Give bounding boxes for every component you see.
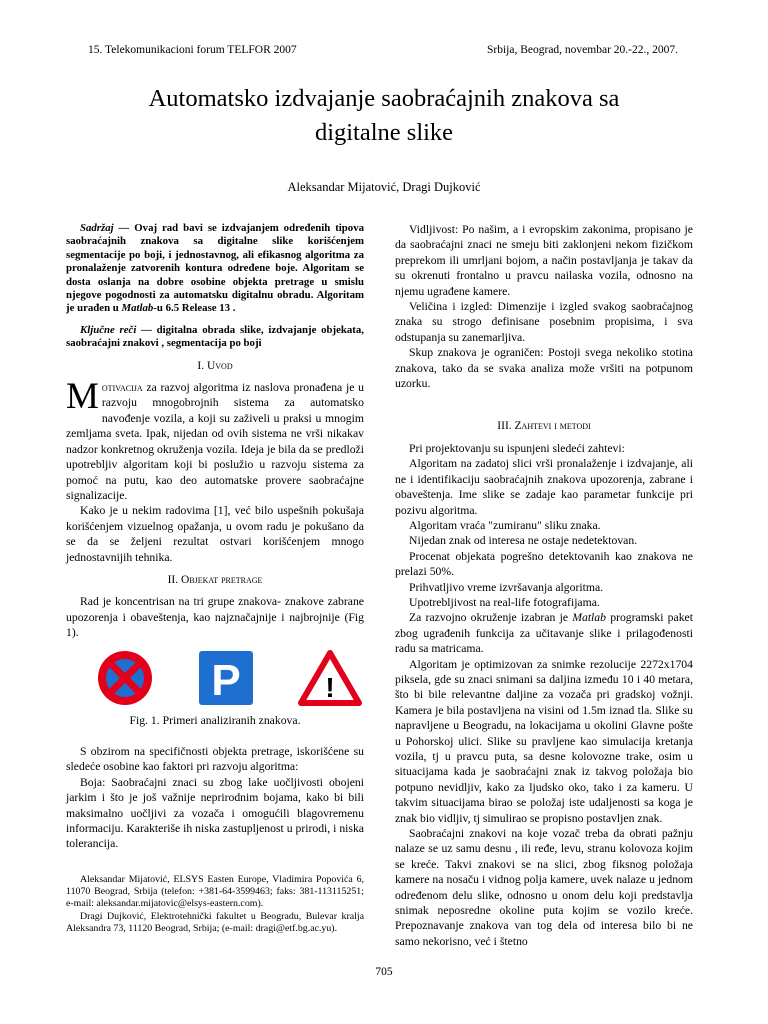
methods-paragraph-3: Algoritam vraća "zumiranu" sliku znaka. [409,518,601,532]
visibility-paragraph: Vidljivost: Po našim, a i evropskim zakonima, propisano je da saobraćajni znaci ne smeju biti zaklonjeni nekom fizičkom preprekom ili umrljani bojom, a način postavljanja je takav da su okrenuti frontalno u pravcu nailaska vozila, odnosno na njemu ugrađene kamere. [395,223,693,298]
intro-first-word: otivacija [101,381,143,395]
intro-paragraph-2: Kako je u nekim radovima [1], već bilo uspešnih pokušaja korišćenjem vizuelnog opažanja, u ovom radu je pokušano da se da se željeni rezultat ostvari korišćenjem mnogo jednostavnijih tehnika. [66,504,364,564]
title-line-1: Automatsko izdvajanje saobraćajnih znakova sa [148,85,620,112]
drop-cap: M [66,376,99,418]
abstract-software: Matlab [121,302,154,315]
methods-paragraph-2: Algoritam na zadatoj slici vrši pronalaženje i izdvajanje, ali ne i identifikaciju saobraćajnih znakova upozorenja, zabrane i obaveštenja. Ime slike se zadaje kao parametar funkcije pri pozivu algoritma. [395,457,693,517]
conference-location-date: Srbija, Beograd, novembar 20.-22., 2007. [487,44,678,56]
abstract-label: Sadržaj — [80,222,130,234]
object-paragraph-3: Boja: Saobraćajni znaci su zbog lake uočljivosti obojeni jarkim i što je još važnije neprirodnim bojama, kako bi bili maksimalno uočljivi za vozača i omogućili blagovremenu informaciju. Karakteriše ih niska zastupljenost u prirodi, i niska tolerancija. [66,775,364,851]
abstract-text: Ovaj rad bavi se izdvajanjem određenih tipova saobraćajnih znakova sa digitalne slike korišćenjem segmentacije po boji, i jednostavnog, ali efikasnog algoritma za pronalaženje zatvorenih kontura određene boje. Algoritam se dosta oslanja na dobre osobine objekta pretrage u smislu njegove pogodnosti za automatsku digitalnu obradu. Algoritam je urađen u [66,222,364,315]
authors: Aleksandar Mijatović, Dragi Dujković [287,180,481,194]
methods-p8-post: programski paket zbog ugrađenih funkcija za učitavanje slike i prilagođenosti radu sa matricama. [395,611,693,656]
parking-sign-icon [197,649,255,707]
section-heading-2 [66,573,364,588]
title-line-2: digitalne slike [314,119,454,146]
section-heading-3 [395,419,693,434]
warning-sign-icon [298,650,362,706]
no-stopping-sign-icon [96,649,154,707]
methods-p8-software: Matlab [572,611,606,625]
section-title: Objekat pretrage [181,573,263,586]
section-title: Zahtevi i metodi [514,420,591,433]
figure-caption: Fig. 1. Primeri analiziranih znakova. [129,713,301,727]
keywords [66,324,364,351]
methods-paragraph-10: Saobraćajni znakovi na koje vozač treba da obrati pažnju nalaze se uz samu desnu , ili ređe, levu, stranu kolovoza kojim se kreće. Takvi znakovi se na slici, zbog fiksnog položaja kamere na nosaču i vidnog polja kamere, uvek nalaze u jednom određenom delu slike, odnosno u onom delu koji predstavlja snimak neposredne okoline puta kojim se vozilo kreće. Prepoznavanje znakova van tog dela od interesa bilo bi ne samo nekorisno, već i štetno [395,827,693,948]
methods-paragraph-8 [395,610,693,656]
keywords-text: digitalna obrada slike, izdvajanje objekata, saobraćajni znakovi , segmentacija po boji [66,323,365,350]
footnote-author-1: Aleksandar Mijatović, ELSYS Easten Europe, Vladimira Popovića 6, 11070 Beograd, Srbija (telefon: +381-64-3599463; faks: 381-113115251; e-mail: aleksandar.mijatovic@elsys-eastern.com). [66,873,364,910]
warning-mark: ! [325,671,335,703]
right-column [395,222,693,949]
intro-text: za razvoj algoritma iz naslova pronađena je u razvoju mnogobrojnih sistema za automatsko navođenje vozila, a koji su zaživeli u praksi u mnogim zemljama sveta. Ipak, nijedan od ovih sistema ne vrši nikakav nadzor konkretnog okruženja vozila. Ideja je bila da se predloži upotrebljiv algoritam koji bi poslužio u razvoju sistema za pomoć na putu, kao deo automatske provere saobraćajne signalizacije. [66,381,364,502]
paper-title [70,82,698,150]
methods-paragraph-4: Nijedan znak od interesa ne ostaje nedetektovan. [409,534,638,548]
abstract [66,222,364,316]
keywords-label: Ključne reči — [80,323,152,336]
left-column [66,222,364,935]
section-number: II. [167,573,179,586]
page-number: 705 [375,966,393,978]
parking-letter: P [211,655,241,705]
abstract-software-suffix: -u 6.5 Release 13 . [153,302,236,315]
author-footnotes [66,874,364,935]
section-heading-1 [66,359,364,374]
figure-1-signs [96,649,362,707]
object-paragraph-1: Rad je koncentrisan na tri grupe znakova- znakove zabrane upozorenja i obaveštenja, kao najznačajnije i najbrojnije (Fig 1). [66,595,364,640]
intro-paragraph-1 [66,376,364,503]
page-header [88,44,678,56]
methods-paragraph-7: Upotrebljivost na real-life fotografijama. [409,595,600,609]
conference-name: 15. Telekomunikacioni forum TELFOR 2007 [88,44,297,56]
methods-p8-pre: Za razvojno okruženje izabran je [409,611,573,625]
section-title: Uvod [206,359,233,372]
methods-paragraph-6: Prihvatljivo vreme izvršavanja algoritma. [409,580,604,594]
object-paragraph-2: S obzirom na specifičnosti objekta pretrage, iskorišćene su sledeće osobine kao faktori pri razvoju algoritma: [66,744,364,774]
methods-paragraph-9: Algoritam je optimizovan za snimke rezolucije 2272x1704 piksela, gde su znaci snimani sa daljina između 10 i 40 metara, što bi bile relevantne daljine za vozača pri gradskoj vožnji. Kamera je bila postavljena na visini od 1.5m iznad tla. Slike su napravljene u Beogradu, na lokacijama u okolini Glavne pošte u Pohorskoj ulici. Slike su pravljene kao simulacija kretanja vozila, tj u pravcu puta, sa desne kolovozne trake, osim u situacijama kada je saobraćajni znak iz takvog položaja bio potpuno nevidljiv, kako za ljudsko oko, tako i za kameru. U takvim situacijama birao se položaj iste udaljenosti sa koga je znak bio vidljiv, tj simulirao se propisno postavljen znak. [395,657,693,825]
section-number: III. [497,420,512,433]
section-number: I. [197,359,205,372]
limited-set-paragraph: Skup znakova je ograničen: Postoji svega nekoliko stotina znakova, tako da se svaka analiza može vršiti na potpunom uzorku. [395,346,693,391]
methods-paragraph-1: Pri projektovanju su ispunjeni sledeći zahtevi: [409,441,625,455]
footnote-author-2: Dragi Dujković, Elektrotehnički fakultet u Beogradu, Bulevar kralja Aleksandra 73, 11120 Beograd, Srbija; (e-mail: dragi@etf.bg.ac.yu). [66,910,364,934]
size-paragraph: Veličina i izgled: Dimenzije i izgled svakog saobraćajnog znaka su strogo definisane posebnim propisima, i sva odstupanja su zanemarljiva. [395,300,693,344]
methods-paragraph-5: Procenat objekata pogrešno detektovanih kao znakova ne prelazi 50%. [395,549,693,579]
